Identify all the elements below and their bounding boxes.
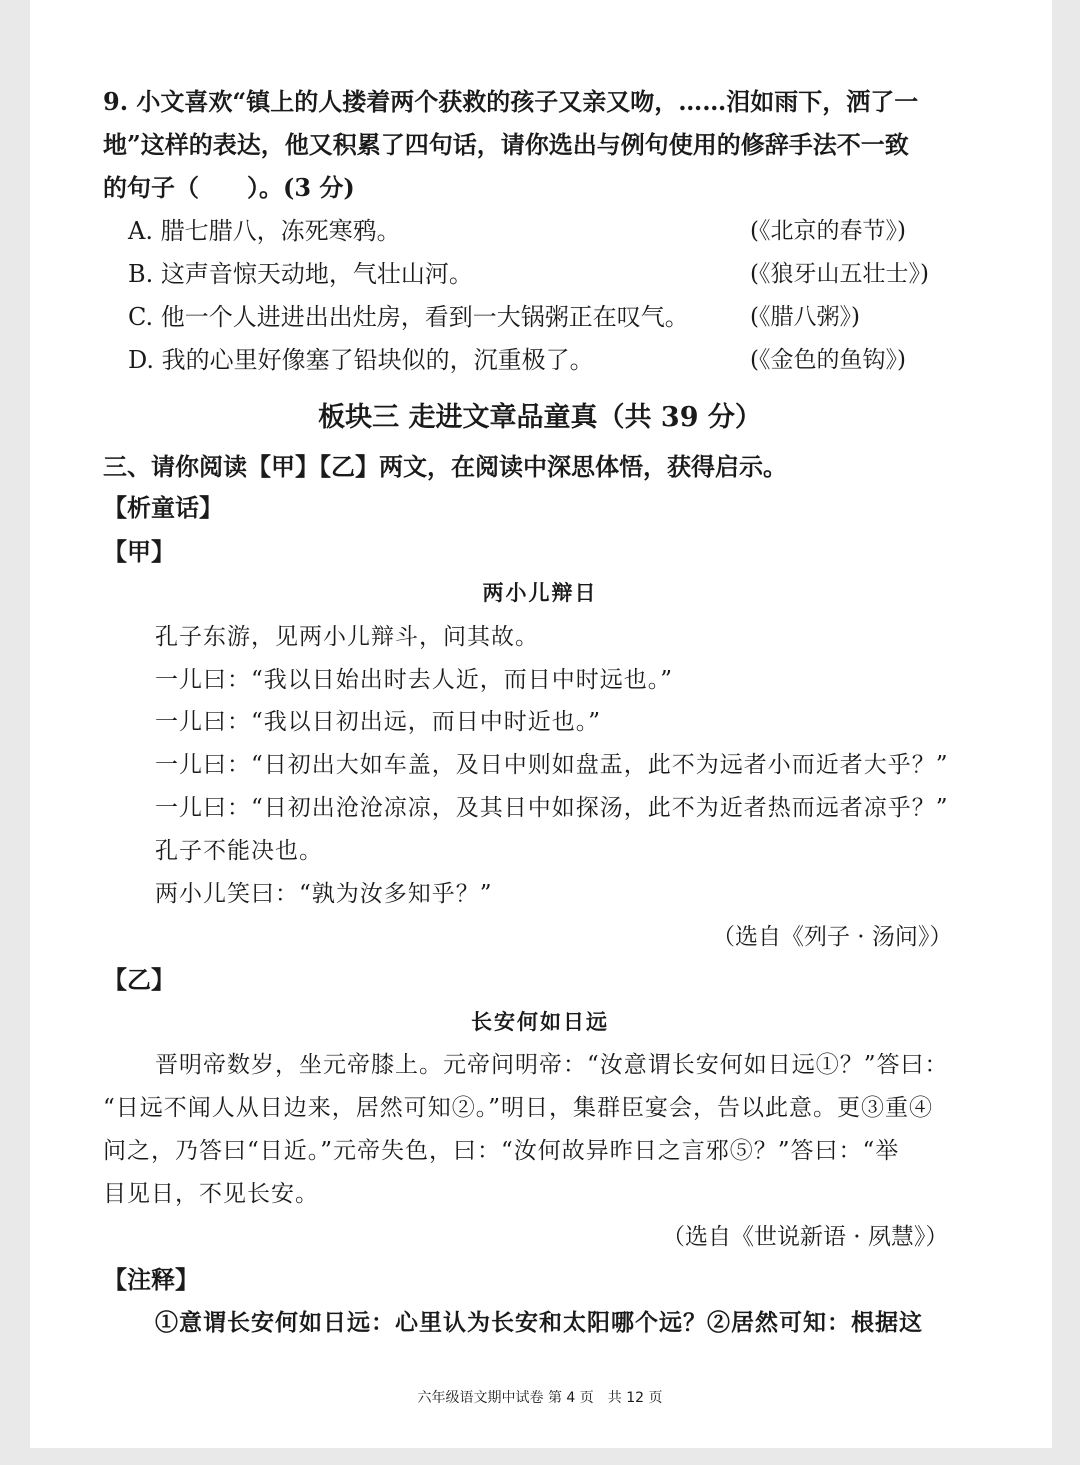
section-heading: 板块三 走进文章品童真（共 39 分） — [318, 402, 762, 433]
passage-b-title: 长安何如日远 — [471, 1009, 609, 1034]
passage-b-source: （选自《世说新语 · 夙慧》） — [662, 1224, 949, 1250]
passage-a-line: 一儿曰：“日初出沧沧凉凉，及其日中如探汤，此不为近者热而远者凉乎？” — [155, 795, 949, 821]
question-9-line-3: 的句子（ ）。(3 分) — [103, 173, 355, 202]
option-c: C. 他一个人进进出出灶房，看到一大锅粥正在叹气。 — [128, 303, 689, 331]
passage-a-line: 一儿曰：“我以日初出远，而日中时近也。” — [155, 709, 602, 735]
question-9-line-1: 9. 小文喜欢“镇上的人搂着两个获救的孩子又亲又吻，……泪如雨下，洒了一 — [103, 87, 919, 116]
passage-b-line: “日远不闻人从日边来，居然可知②。”明日，集群臣宴会，告以此意。更③重④ — [103, 1095, 934, 1121]
passage-b-line: 目见日，不见长安。 — [103, 1181, 319, 1207]
passage-b-line: 问之，乃答曰“日近。”元帝失色，曰：“汝何故异昨日之言邪⑤？”答曰：“举 — [103, 1138, 900, 1164]
passage-a-line: 一儿曰：“我以日始出时去人近，而日中时远也。” — [155, 667, 674, 693]
option-b: B. 这声音惊天动地，气壮山河。 — [128, 260, 473, 288]
option-a-source: (《北京的春节》) — [750, 218, 906, 244]
section-instruction: 三、请你阅读【甲】【乙】两文，在阅读中深思体悟，获得启示。 — [103, 452, 787, 481]
notes-label: 【注释】 — [103, 1265, 199, 1294]
page-footer: 六年级语文期中试卷 第 4 页 共 12 页 — [417, 1390, 663, 1406]
passage-a-label: 【甲】 — [103, 537, 175, 566]
passage-a-line: 孔子不能决也。 — [155, 838, 323, 864]
passage-a-title: 两小儿辩日 — [482, 580, 598, 605]
passage-a-line: 两小儿笑曰：“孰为汝多知乎？” — [155, 881, 493, 907]
option-d: D. 我的心里好像塞了铅块似的，沉重极了。 — [128, 346, 594, 374]
passage-a-line: 孔子东游，见两小儿辩斗，问其故。 — [155, 624, 539, 650]
note-line: ①意谓长安何如日远：心里认为长安和太阳哪个远？②居然可知：根据这 — [155, 1309, 923, 1336]
option-c-source: (《腊八粥》) — [750, 304, 860, 330]
option-a: A. 腊七腊八，冻死寒鸦。 — [128, 217, 401, 245]
option-d-source: (《金色的鱼钩》) — [750, 347, 906, 373]
passage-a-source: （选自《列子 · 汤问》） — [712, 924, 953, 950]
option-b-source: (《狼牙山五壮士》) — [750, 261, 929, 287]
question-9-line-2: 地”这样的表达，他又积累了四句话，请你选出与例句使用的修辞手法不一致 — [103, 130, 909, 159]
passage-b-label: 【乙】 — [103, 965, 175, 994]
passage-a-line: 一儿曰：“日初出大如车盖，及日中则如盘盂，此不为远者小而近者大乎？” — [155, 752, 949, 778]
analysis-label: 【析童话】 — [103, 493, 223, 522]
passage-b-line: 晋明帝数岁，坐元帝膝上。元帝问明帝：“汝意谓长安何如日远①？”答曰： — [155, 1052, 949, 1078]
